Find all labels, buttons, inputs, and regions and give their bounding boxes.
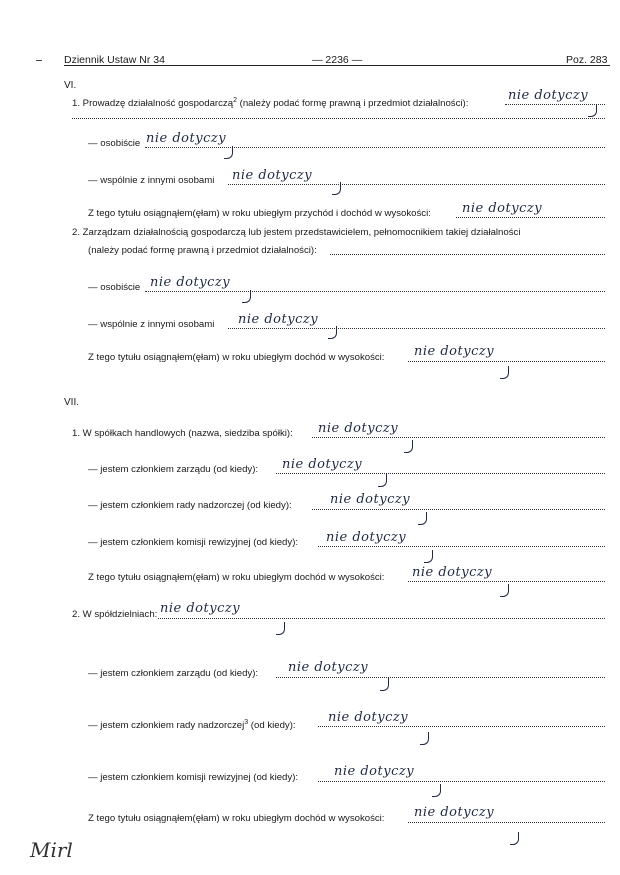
dotted-line — [408, 822, 605, 823]
vi-item2-income: Z tego tytułu osiągnąłem(ęłam) w roku ubiegłym dochód w wysokości: — [88, 352, 385, 363]
vi-item2-text2: (należy podać formę prawną i przedmiot działalności): — [88, 245, 317, 256]
vi-item1-personally: — osobiście — [88, 138, 141, 149]
handwritten-answer: nie dotyczy — [288, 660, 369, 675]
dotted-line — [228, 184, 605, 185]
handwritten-answer: nie dotyczy — [334, 764, 415, 779]
dotted-line — [276, 473, 605, 474]
vi-item2-text: 2. Zarządzam działalnością gospodarczą lub jestem przedstawicielem, pełnomocnikiem takiej działalności — [72, 227, 521, 238]
handwritten-answer: nie dotyczy — [160, 601, 241, 616]
vii-item1-text: 1. W spółkach handlowych (nazwa, siedziba spółki): — [72, 428, 293, 439]
handwritten-hook — [420, 732, 429, 745]
handwritten-hook — [510, 832, 519, 845]
dotted-line — [330, 254, 605, 255]
dotted-line — [408, 581, 605, 582]
dotted-line — [72, 118, 605, 119]
dotted-line — [408, 361, 605, 362]
dotted-line — [456, 217, 605, 218]
handwritten-answer: nie dotyczy — [318, 421, 399, 436]
handwritten-hook — [332, 182, 341, 195]
handwritten-hook — [500, 584, 509, 597]
dotted-line — [228, 328, 605, 329]
header-rule — [64, 65, 610, 66]
handwritten-hook — [500, 366, 509, 379]
handwritten-answer: nie dotyczy — [238, 312, 319, 327]
vi-item1-income: Z tego tytułu osiągnąłem(ęłam) w roku ubiegłym przychód i dochód w wysokości: — [88, 208, 431, 219]
handwritten-hook — [404, 440, 413, 453]
handwritten-answer: nie dotyczy — [330, 492, 411, 507]
vi-item2-jointly: — wspólnie z innymi osobami — [88, 319, 215, 330]
vii-item2-audit: — jestem członkiem komisji rewizyjnej (od kiedy): — [88, 772, 299, 783]
handwritten-answer: nie dotyczy — [232, 168, 313, 183]
handwritten-hook — [432, 784, 441, 797]
vii-item2-text: 2. W spółdzielniach: — [72, 609, 158, 620]
vi-item1-text: 1. Prowadzę działalność gospodarczą$^2$ (należy podać formę prawną i przedmiot działalności): — [72, 97, 469, 110]
dotted-line — [158, 618, 605, 619]
vii-item2-supervisory: — jestem członkiem rady nadzorczej$^3$ (od kiedy): — [88, 719, 296, 732]
dotted-line — [312, 437, 605, 438]
vii-item1-board: — jestem członkiem zarządu (od kiedy): — [88, 464, 259, 475]
handwritten-hook — [588, 104, 597, 117]
dotted-line — [318, 781, 605, 782]
vii-item2-board: — jestem członkiem zarządu (od kiedy): — [88, 668, 259, 679]
vi-item2-personally: — osobiście — [88, 282, 141, 293]
handwritten-hook — [328, 326, 337, 339]
margin-initials: Mirl — [30, 838, 73, 862]
dotted-line — [276, 677, 605, 678]
handwritten-answer: nie dotyczy — [146, 131, 227, 146]
page-number: — 2236 — — [312, 54, 363, 66]
handwritten-answer: nie dotyczy — [414, 805, 495, 820]
dotted-line — [312, 509, 605, 510]
vi-item1-jointly: — wspólnie z innymi osobami — [88, 175, 215, 186]
handwritten-hook — [276, 622, 285, 635]
handwritten-answer: nie dotyczy — [462, 201, 543, 216]
handwritten-answer: nie dotyczy — [282, 457, 363, 472]
section-vii-label: VII. — [64, 397, 80, 408]
dotted-line — [318, 546, 605, 547]
handwritten-hook — [424, 550, 433, 563]
vii-item2-income: Z tego tytułu osiągnąłem(ęłam) w roku ubiegłym dochód w wysokości: — [88, 813, 385, 824]
section-vi-label: VI. — [64, 80, 77, 91]
handwritten-hook — [224, 146, 233, 159]
handwritten-answer: nie dotyczy — [412, 565, 493, 580]
dotted-line — [145, 291, 605, 292]
handwritten-answer: nie dotyczy — [326, 530, 407, 545]
dotted-line — [145, 147, 605, 148]
handwritten-answer: nie dotyczy — [508, 88, 589, 103]
vii-item1-audit: — jestem członkiem komisji rewizyjnej (od kiedy): — [88, 537, 299, 548]
handwritten-hook — [380, 678, 389, 691]
margin-dash — [36, 60, 42, 61]
handwritten-answer: nie dotyczy — [414, 344, 495, 359]
position-number: Poz. 283 — [566, 54, 608, 66]
journal-name: Dziennik Ustaw Nr 34 — [64, 54, 165, 66]
vii-item1-income: Z tego tytułu osiągnąłem(ęłam) w roku ubiegłym dochód w wysokości: — [88, 572, 385, 583]
handwritten-hook — [418, 512, 427, 525]
handwritten-hook — [242, 290, 251, 303]
handwritten-hook — [378, 474, 387, 487]
dotted-line — [318, 726, 605, 727]
handwritten-answer: nie dotyczy — [150, 275, 231, 290]
handwritten-answer: nie dotyczy — [328, 710, 409, 725]
vii-item1-supervisory: — jestem członkiem rady nadzorczej (od kiedy): — [88, 500, 292, 511]
